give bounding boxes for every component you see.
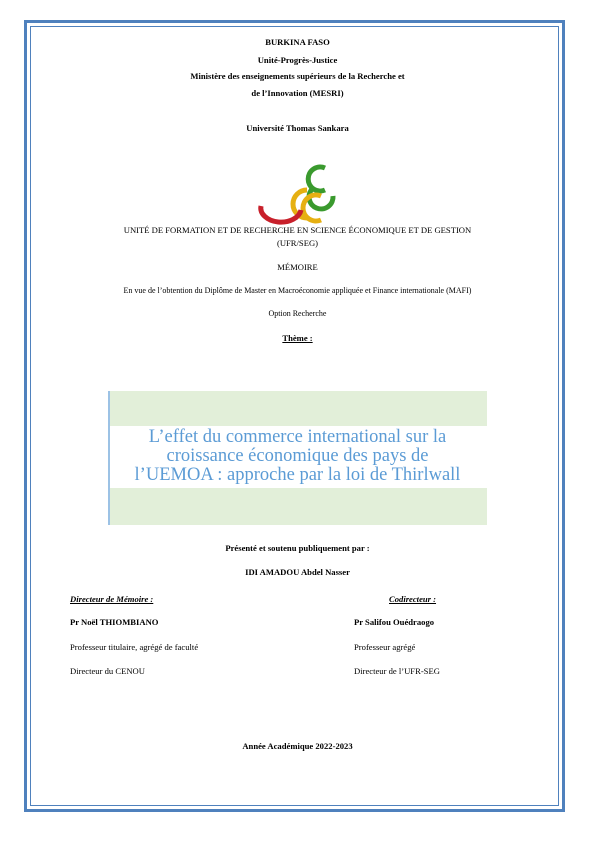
degree-line: En vue de l’obtention du Diplôme de Master en Macroéconomie appliquée et Finance internationale (MAFI) bbox=[123, 286, 472, 295]
ufr-name: UNITÉ DE FORMATION ET DE RECHERCHE EN SCIENCE ÉCONOMIQUE ET DE GESTION bbox=[123, 225, 472, 235]
national-motto: Unité-Progrès-Justice bbox=[257, 55, 338, 65]
thesis-title bbox=[100, 428, 495, 485]
ufr-abbreviation: (UFR/SEG) bbox=[276, 238, 319, 248]
university-logo bbox=[255, 160, 341, 226]
university-name: Université Thomas Sankara bbox=[246, 123, 349, 133]
thesis-title-line-1: L’effet du commerce international sur la bbox=[148, 427, 447, 447]
codirector-heading: Codirecteur : bbox=[389, 594, 437, 604]
theme-label: Thème : bbox=[282, 333, 313, 343]
codirector-role: Directeur de l’UFR-SEG bbox=[354, 666, 440, 676]
thesis-title-line-2: croissance économique des pays de bbox=[166, 446, 429, 466]
director-name: Pr Noël THIOMBIANO bbox=[70, 617, 159, 627]
director-title: Professeur titulaire, agrégé de faculté bbox=[70, 642, 199, 652]
presented-by-label: Présenté et soutenu publiquement par : bbox=[225, 543, 370, 553]
ministry-line-2: de l’Innovation (MESRI) bbox=[251, 88, 344, 98]
thesis-title-line-3: l’UEMOA : approche par la loi de Thirlwall bbox=[134, 465, 461, 485]
ministry-line-1: Ministère des enseignements supérieurs de la Recherche et bbox=[190, 71, 405, 81]
director-heading: Directeur de Mémoire : bbox=[70, 594, 154, 604]
document-type: MÉMOIRE bbox=[277, 262, 318, 272]
option-line: Option Recherche bbox=[268, 309, 327, 318]
academic-year: Année Académique 2022-2023 bbox=[242, 741, 353, 751]
country-name: BURKINA FASO bbox=[265, 37, 330, 47]
codirector-name: Pr Salifou Ouédraogo bbox=[354, 617, 435, 627]
director-role: Directeur du CENOU bbox=[70, 666, 145, 676]
author-name: IDI AMADOU Abdel Nasser bbox=[245, 567, 350, 577]
codirector-title: Professeur agrégé bbox=[354, 642, 416, 652]
